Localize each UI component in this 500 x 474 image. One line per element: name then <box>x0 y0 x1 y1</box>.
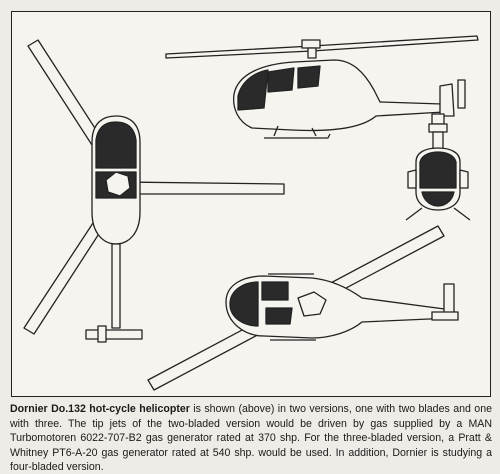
side-view-helicopter <box>166 36 478 138</box>
caption-body: is shown (above) in two versions, one with two blades and one with three. The tip jets of the two-bladed version would be driven by gas supplied by a MAN Turbomotoren 6022-707-B2 gas generator rated at 370 shp. For the three-bladed version, a Pratt & Whitney PT6-A-20 gas generator rated at 540 shp. would be used. In addition, Dornier is studying a four-bladed version. <box>10 403 492 472</box>
illustration-svg <box>12 12 490 396</box>
front-view-helicopter <box>406 114 470 220</box>
caption-headline: Dornier Do.132 hot-cycle helicopter <box>10 403 190 415</box>
figure-caption <box>10 402 492 472</box>
top-view-two-bladed <box>148 226 458 390</box>
helicopter-illustration <box>11 11 491 397</box>
